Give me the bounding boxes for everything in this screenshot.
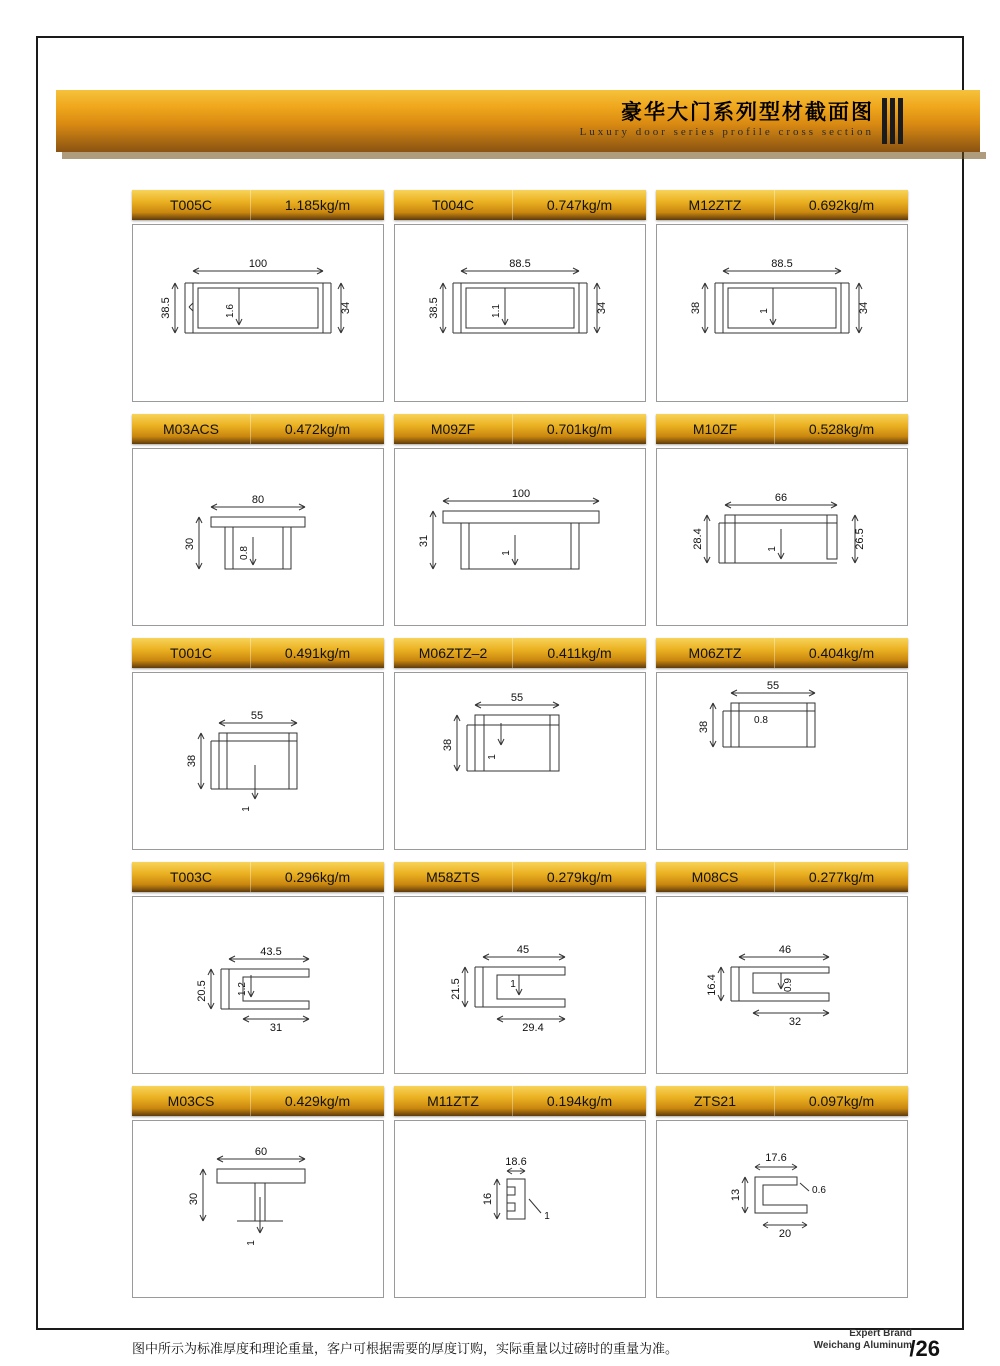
dim-left: 21.5 xyxy=(450,978,462,1000)
dim-top: 55 xyxy=(510,692,524,704)
page-number: /26 xyxy=(909,1336,940,1361)
dim-right: 26.5 xyxy=(854,528,866,550)
profile-weight: 0.701kg/m xyxy=(512,414,646,444)
brand-name: Expert Brand xyxy=(849,1328,912,1339)
profile-weight: 0.747kg/m xyxy=(512,190,646,220)
profile-code: M10ZF xyxy=(656,414,774,444)
dim-thickness: 0.9 xyxy=(783,978,794,992)
profile-label-M03ACS[interactable] xyxy=(132,414,384,444)
dim-right: 34 xyxy=(858,301,870,315)
profile-label-T005C[interactable] xyxy=(132,190,384,220)
dim-left: 20.5 xyxy=(196,980,208,1002)
profile-label-M58ZTS[interactable] xyxy=(394,862,646,892)
footer-note: 图中所示为标准厚度和理论重量，客户可根据需要的厚度订购，实际重量以过磅时的重量为准。 xyxy=(132,1342,679,1357)
profile-figure-T004C xyxy=(394,224,646,402)
dim-left: 38.5 xyxy=(160,297,172,319)
dim-thickness: 1.2 xyxy=(237,982,248,996)
page-title: 豪华大门系列型材截面图 xyxy=(621,100,874,124)
profile-weight: 0.411kg/m xyxy=(512,638,646,668)
profile-code: T005C xyxy=(132,190,250,220)
profile-code: M12ZTZ xyxy=(656,190,774,220)
dim-bottom: 31 xyxy=(269,1022,283,1034)
profile-weight: 0.429kg/m xyxy=(250,1086,384,1116)
dim-top: 55 xyxy=(766,680,780,692)
dim-left: 30 xyxy=(188,1192,200,1206)
profile-weight: 0.277kg/m xyxy=(774,862,908,892)
profile-figure-M03CS xyxy=(132,1120,384,1298)
profile-label-M10ZF[interactable] xyxy=(656,414,908,444)
dim-top: 17.6 xyxy=(765,1152,787,1164)
profile-code: M58ZTS xyxy=(394,862,512,892)
profiles-grid xyxy=(132,190,908,1310)
profile-figure-M06ZTZ-2 xyxy=(394,672,646,850)
profile-row xyxy=(132,1086,908,1298)
profile-label-T003C[interactable] xyxy=(132,862,384,892)
dim-left: 16.4 xyxy=(706,974,718,996)
profile-code: M03ACS xyxy=(132,414,250,444)
profile-code: T004C xyxy=(394,190,512,220)
profile-figure-M09ZF xyxy=(394,448,646,626)
profile-weight: 0.404kg/m xyxy=(774,638,908,668)
profile-label-M06ZTZ-2[interactable] xyxy=(394,638,646,668)
banner-bars-decoration xyxy=(882,98,908,144)
dim-left: 16 xyxy=(482,1192,494,1206)
profile-weight: 0.279kg/m xyxy=(512,862,646,892)
profile-label-M08CS[interactable] xyxy=(656,862,908,892)
page-subtitle: Luxury door series profile cross section xyxy=(579,126,874,138)
dim-top: 100 xyxy=(248,258,268,270)
dim-left: 38.5 xyxy=(428,297,440,319)
brand-company: Weichang Aluminum xyxy=(813,1340,912,1351)
banner-shadow xyxy=(62,152,986,159)
dim-top: 88.5 xyxy=(509,258,531,270)
profile-row xyxy=(132,190,908,402)
profile-code: T001C xyxy=(132,638,250,668)
dim-thickness: 0.8 xyxy=(239,546,250,560)
dim-thickness: 1 xyxy=(487,754,498,760)
dim-top: 88.5 xyxy=(771,258,793,270)
dim-top: 43.5 xyxy=(260,946,282,958)
profile-figure-ZTS21 xyxy=(656,1120,908,1298)
dim-left: 28.4 xyxy=(692,528,704,550)
profile-label-T004C[interactable] xyxy=(394,190,646,220)
profile-label-M06ZTZ[interactable] xyxy=(656,638,908,668)
profile-label-M12ZTZ[interactable] xyxy=(656,190,908,220)
profile-label-T001C[interactable] xyxy=(132,638,384,668)
profile-figure-T003C xyxy=(132,896,384,1074)
dim-top: 18.6 xyxy=(505,1156,527,1168)
dim-top: 100 xyxy=(511,488,531,500)
profile-code: T003C xyxy=(132,862,250,892)
profile-weight: 0.472kg/m xyxy=(250,414,384,444)
dim-right: 34 xyxy=(596,301,608,315)
profile-code: M11ZTZ xyxy=(394,1086,512,1116)
dim-thickness: 1.6 xyxy=(225,304,236,318)
profile-weight: 0.194kg/m xyxy=(512,1086,646,1116)
profile-weight: 0.097kg/m xyxy=(774,1086,908,1116)
dim-thickness: 0.8 xyxy=(754,715,768,726)
profile-label-ZTS21[interactable] xyxy=(656,1086,908,1116)
dim-left: 30 xyxy=(184,537,196,551)
profile-weight: 0.528kg/m xyxy=(774,414,908,444)
dim-top: 55 xyxy=(250,710,264,722)
profile-figure-M06ZTZ xyxy=(656,672,908,850)
dim-thickness: 1 xyxy=(510,979,516,990)
profile-weight: 1.185kg/m xyxy=(250,190,384,220)
dim-thickness: 1 xyxy=(246,1240,257,1246)
profile-label-M11ZTZ[interactable] xyxy=(394,1086,646,1116)
profile-weight: 0.692kg/m xyxy=(774,190,908,220)
dim-top: 80 xyxy=(251,494,265,506)
profile-figure-M08CS xyxy=(656,896,908,1074)
dim-thickness: 1 xyxy=(501,550,512,556)
dim-top: 66 xyxy=(774,492,788,504)
dim-thickness: 1 xyxy=(767,546,778,552)
profile-figure-M03ACS xyxy=(132,448,384,626)
header-banner xyxy=(56,90,980,152)
dim-left: 38 xyxy=(442,738,454,752)
dim-left: 31 xyxy=(418,534,430,548)
dim-thickness: 1.1 xyxy=(491,304,502,318)
profile-figure-M10ZF xyxy=(656,448,908,626)
profile-weight: 0.491kg/m xyxy=(250,638,384,668)
profile-label-M09ZF[interactable] xyxy=(394,414,646,444)
dim-bottom: 32 xyxy=(788,1016,802,1028)
profile-figure-T005C xyxy=(132,224,384,402)
profile-row xyxy=(132,638,908,850)
dim-bottom: 29.4 xyxy=(522,1022,544,1034)
profile-code: ZTS21 xyxy=(656,1086,774,1116)
profile-weight: 0.296kg/m xyxy=(250,862,384,892)
dim-top: 46 xyxy=(778,944,792,956)
dim-left: 38 xyxy=(690,301,702,315)
profile-figure-M11ZTZ xyxy=(394,1120,646,1298)
dim-left: 13 xyxy=(730,1188,742,1202)
dim-top: 45 xyxy=(516,944,530,956)
profile-code: M06ZTZ–2 xyxy=(394,638,512,668)
profile-label-M03CS[interactable] xyxy=(132,1086,384,1116)
dim-bottom: 20 xyxy=(778,1228,792,1240)
dim-left: 38 xyxy=(186,754,198,768)
footer-brand xyxy=(814,1328,912,1352)
dim-thickness: 1 xyxy=(759,308,770,314)
dim-thickness: 1 xyxy=(544,1211,550,1222)
dim-left: 38 xyxy=(698,720,710,734)
dim-thickness: 1 xyxy=(241,806,252,812)
profile-figure-T001C xyxy=(132,672,384,850)
profile-figure-M58ZTS xyxy=(394,896,646,1074)
profile-code: M06ZTZ xyxy=(656,638,774,668)
dim-right: 34 xyxy=(340,301,352,315)
profile-code: M03CS xyxy=(132,1086,250,1116)
profile-code: M09ZF xyxy=(394,414,512,444)
profile-code: M08CS xyxy=(656,862,774,892)
profile-figure-M12ZTZ xyxy=(656,224,908,402)
dim-top: 60 xyxy=(254,1146,268,1158)
profile-row xyxy=(132,862,908,1074)
dim-thickness: 0.6 xyxy=(812,1185,826,1196)
profile-row xyxy=(132,414,908,626)
